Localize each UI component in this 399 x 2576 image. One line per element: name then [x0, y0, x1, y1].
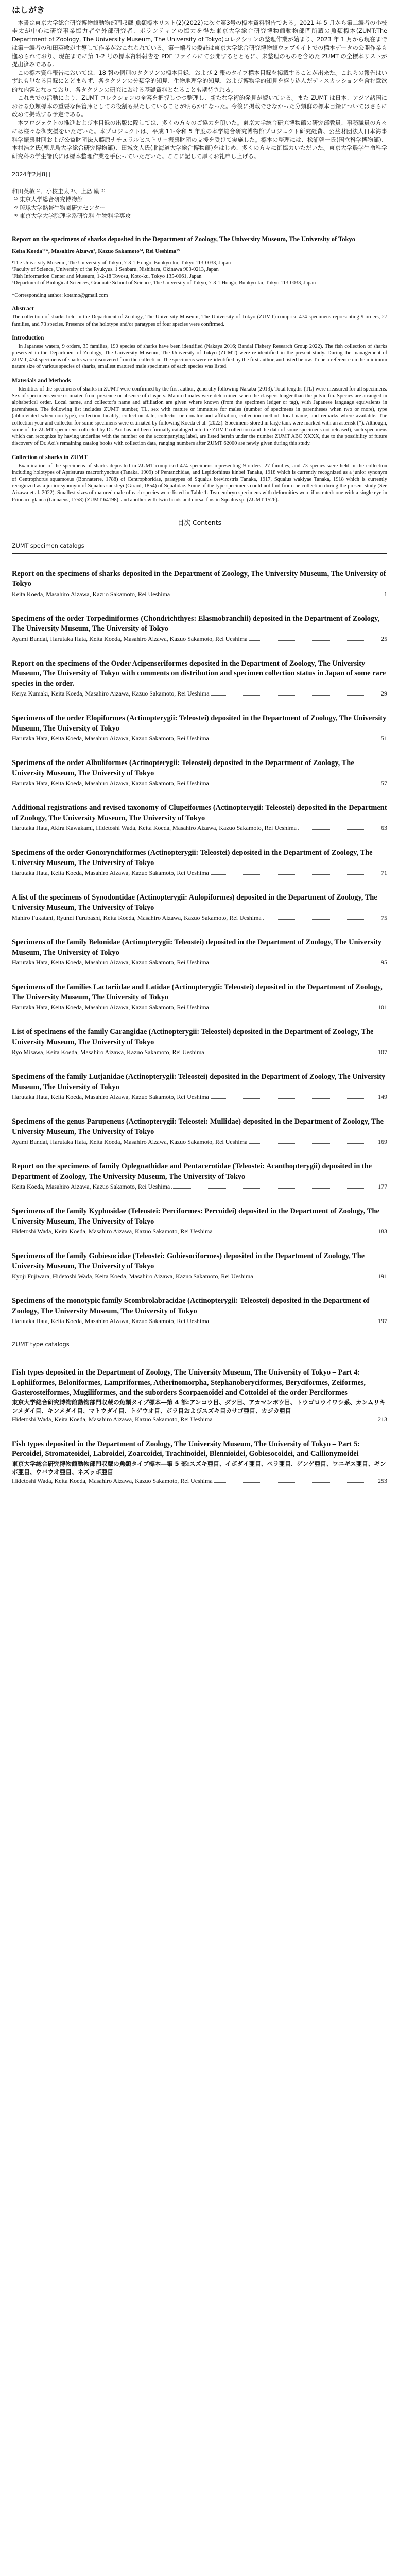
- toc-entry[interactable]: [12, 714, 387, 743]
- toc-entry-page: 177: [378, 1183, 387, 1191]
- toc-entry-title: Fish types deposited in the Department of Zoology, The University Museum, The University of Tokyo – Part 5: Percoidei, Stromateoidei, Labroidei, Zoarcoidei, Trachinoidei, Blennioidei, Gobiesocoidei, and Callionymoidei: [12, 1439, 360, 1459]
- dot-leader: [211, 1098, 376, 1099]
- toc-entry-authors: Keita Koeda, Masahiro Aizawa, Kazuo Sakamoto, Rei Ueshima: [12, 590, 170, 598]
- toc-entry-page: 63: [381, 824, 387, 832]
- toc-entry-authors: Harutaka Hata, Keita Koeda, Masahiro Aizawa, Kazuo Sakamoto, Rei Ueshima: [12, 779, 209, 787]
- toc-entry-title-jp: 東京大学総合研究博物館動物部門収蔵の魚類タイプ標本―第 5 部:スズキ亜目、イボダイ亜目、ベラ亜目、ゲンゲ亜目、ワニギス亜目、ギンポ亜目、ウバウオ亜目、ネズッポ亜目: [12, 1460, 386, 1476]
- toc-entry[interactable]: [12, 758, 387, 788]
- toc-entry-authors: Harutaka Hata, Keita Koeda, Masahiro Aizawa, Kazuo Sakamoto, Rei Ueshima: [12, 1093, 209, 1101]
- toc-entry-title: Additional registrations and revised taxonomy of Clupeiformes (Actinopterygii: Teleostei) deposited in the Department of Zoology, The University Museum, The University of Tokyo: [12, 804, 387, 822]
- toc-entry-title: Specimens of the genus Parupeneus (Actinopterygii: Teleostei: Mullidae) deposited in the Department of Zoology, The University Museum, The University of Tokyo: [12, 1117, 384, 1136]
- toc-entry-page: 25: [381, 635, 387, 642]
- toc-entry-page: 71: [381, 869, 387, 877]
- toc-entry-page: 191: [378, 1273, 387, 1280]
- toc-entry-authors-row: [12, 734, 387, 743]
- toc-entry-authors: Mahiro Fukatani, Ryunei Furubashi, Keita Koeda, Masahiro Aizawa, Kazuo Sakamoto, Rei Ueshima: [12, 914, 262, 922]
- toc-entry-authors-row: [12, 823, 387, 833]
- toc-entry-title-jp: 東京大学総合研究博物館動物部門収蔵の魚類タイプ標本―第 4 部:アンコウ目、ダツ目、アカマンボウ目、トウゴロウイワシ系、カンムリキンメダイ目、キンメダイ目、マトウダイ目、トゲウオ目、ボラ目およびスズキ目カサゴ亜目、カジカ亜目: [12, 1398, 386, 1414]
- section-heading: Abstract: [12, 306, 34, 312]
- section-heading: Materials and Methods: [12, 377, 71, 384]
- toc-entry-authors: Harutaka Hata, Keita Koeda, Masahiro Aizawa, Kazuo Sakamoto, Rei Ueshima: [12, 869, 209, 877]
- toc-entry-page: 213: [378, 1415, 387, 1423]
- toc-entry-authors-row: [12, 634, 387, 643]
- toc-entry-authors: Ayami Bandai, Harutaka Hata, Keita Koeda, Masahiro Aizawa, Kazuo Sakamoto, Rei Ueshima: [12, 635, 248, 642]
- dot-leader: [263, 919, 379, 920]
- report-title: Report on the specimens of sharks deposited in the Department of Zoology, The University Museum, The University of Tokyo: [12, 235, 355, 243]
- toc-entry-title: Fish types deposited in the Department of Zoology, The University Museum, The University of Tokyo – Part 4: Lophiiformes, Beloniformes, Lampriformes, Atherinomorpha, Stephanoberyciformes, Beryciformes, Zeiformes, Gasterosteiformes, Mugiliformes, and the suborders Scorpaenoidei and Cottoidei of the order Perciformes: [12, 1368, 366, 1397]
- preface-affiliation: ¹⁾ 東京大学総合研究博物館: [14, 196, 83, 204]
- toc-entry-authors-row: [12, 689, 387, 698]
- preface-affiliation: ³⁾ 東京大学大学院理学系研究科 生物科学専攻: [14, 213, 131, 220]
- preface-paragraph: 本書は東京大学総合研究博物館動物部門収蔵 魚類標本リスト(2)(2022)に次ぐ第3号の標本資料報告である。2021 年 5 月から第二編者の小枝圭太が中心に研究事業協力者や外部研究者、ボランティアの協力を得た東京大学総合研究博物館動物部門所蔵の魚類標本(ZUMT:The Department of Zoology, The University Museum, The University of Tokyo)コレクションの整理作業が始まり、2023 年 1 月から現在までは第一編者の和田英敏が主導して作業がおこなわれている。第一編者の委託は東京大学総合研究博物館ウェブサイトでの標本データの公開作業も進められており、現在までに第 1-2 号の標本資料報告を PDF ファイルにて公開するとともに、未整理のものを含めた ZUMT の全標本リストが提出済みである。: [12, 20, 387, 69]
- toc-entry-title: Specimens of the families Lactariidae and Latidae (Actinopterygii: Teleostei) deposited in the Department of Zoology, The University Museum, The University of Tokyo: [12, 983, 383, 1002]
- toc-entry[interactable]: [12, 938, 387, 967]
- toc-entry-title: Specimens of the order Gonorynchiformes (Actinopterygii: Teleostei) deposited in the Department of Zoology, The University Museum, The University of Tokyo: [12, 849, 373, 867]
- toc-entry-page: 1: [384, 590, 387, 598]
- preface-title: はしがき: [12, 5, 45, 15]
- toc-entry[interactable]: [12, 893, 387, 922]
- toc-entry[interactable]: [12, 569, 387, 599]
- preface-paragraph: 本プロジェクトの推進および本目録の出版に際しては、多くの方々のご協力を頂いた。東京大学総合研究博物館の研究部教員、事務職員の方々には様々な御支援をいただいた。本プロジェクトは、平成 11-令和 5 年度の本学総合研究博物館プロジェクト研究経費、公益財団法人日本海事科学振興財団および公益財団法人藤原ナチュラルヒストリー振興財団の支援を受けて実施した。標本の整理には、松浦啓一氏(国立科学博物館)、本村浩之氏(鹿児島大学総合研究博物館)、田城文人氏(北海道大学総合博物館)をはじめ、多くの方々に御協力いただいた。東京大学農学生命科学研究科の学生諸氏には標本整理作業を手伝っていただいた。ここに記して厚くお礼申し上げる。: [12, 120, 387, 160]
- toc-entry-page: 95: [381, 959, 387, 967]
- toc-entry-page: 107: [378, 1048, 387, 1056]
- toc-entry-authors-row: [12, 958, 387, 967]
- toc-entry-title: Specimens of the family Gobiesocidae (Teleostei: Gobiesociformes) deposited in the Department of Zoology, The University Museum, The University of Tokyo: [12, 1252, 365, 1270]
- toc-entry-authors-row: [12, 1316, 387, 1326]
- toc-entry-authors: Harutaka Hata, Keita Koeda, Masahiro Aizawa, Kazuo Sakamoto, Rei Ueshima: [12, 1004, 209, 1011]
- toc-entry[interactable]: [12, 1027, 387, 1057]
- section-paragraph: Examination of the specimens of sharks deposited in ZUMT comprised 474 specimens representing 9 orders, 27 families, and 73 species were held in the collection including holotypes of Apristurus macrorhynchus (Tanaka, 1909) of Pentanchidae, and Lepidorhinus kinbei Tanaka, 1918 which is currently recognized as a junior synonym of Centrophorus squamosus (Bonnaterre, 1788) of Centrophoridae, paratypes of Squalus brevirostris Tanaka, 1917, Squalus wakiyae Tanaka, 1918 which is currently recognized as a junior synonym of Squalus suckleyi (Girard, 1854) of Squalidae. Some of the type specimens could not find from the collection during the present study (See Aizawa et al. 2022). Smallest sizes of matured male of each species were listed in Table 1. Two embryo specimens with deformities were illustrated: one with a single eye in Prionace glauca (Linnaeus, 1758) (ZUMT 64198), and another with twin heads and dorsal fins in Squalus sp. (ZUMT 1526).: [12, 463, 387, 503]
- toc-section-label: ZUMT type catalogs: [12, 1341, 70, 1348]
- toc-entry-authors-row: [12, 1272, 387, 1281]
- toc-entry-authors: Harutaka Hata, Keita Koeda, Masahiro Aizawa, Kazuo Sakamoto, Rei Ueshima: [12, 959, 209, 967]
- preface-paragraph: この標本資料報告においては、18 報の個別のタクソンの標本目録、および 2 報のタイプ標本目録を掲載することが出来た。これらの報告はいずれも単なる目録にとどまらず、各タクソンの分類学的知見、生物地理学的知見、および博物学的知見を盛り込んだディスカッションを含む意欲的な内容となっており、各タクソンの研究における基礎資料となることも期待される。: [12, 70, 387, 93]
- section-heading: Introduction: [12, 334, 44, 341]
- toc-entry-authors: Hidetoshi Wada, Keita Koeda, Masahiro Aizawa, Kazuo Sakamoto, Rei Ueshima: [12, 1415, 213, 1423]
- toc-list: [12, 569, 387, 1326]
- toc-entry-title: Specimens of the monotypic family Scombrolabracidae (Actinopterygii: Teleostei) deposited in the Department of Zoology, The University Museum, The University of Tokyo: [12, 1297, 370, 1315]
- section-paragraph: Identities of the specimens of sharks in ZUMT were confirmed by the first author, generally following Nakaba (2013). Total lengths (TL) were measured for all specimens. Sex of specimens were estimated from presence or absence of claspers. Matured males were determined when the claspers longer than the pelvic fin. Species are arranged in alphabetical order. Local name, and collector's name and affiliation are given where known (from the specimen ledger or tag), with Japanese language equivalents in parentheses. The following list includes ZUMT number, TL, sex with mature or immature for males (number of specimens in parentheses when two or more), type (abbreviated when non-type), collection locality, collection date, collector or donator and affiliation, collection method, local name, and remarks where available. The collection year and collector for some specimens were estimated by following Koeda et al. (2022). Specimens stored in large tank were marked with an asterisk (*). Although, some of the ZUMT specimens collected by Dr. Aoi has not been formally cataloged into the ZUMT collection (and the data of some specimens not released), such specimens which can recognize by having underline with the number on the accompanying label, are listed herein under the number ZUMT ABC XXXX, due to the possibility of future discovery of Dr. Aoi's remaining catalog books with collection data, ranging numbers after ZUMT 62000 are newly given during this study.: [12, 386, 387, 447]
- toc-entry-title: Specimens of the order Torpediniformes (Chondrichthyes: Elasmobranchii) deposited in the Department of Zoology, The University Museum, The University of Tokyo: [12, 614, 380, 633]
- report-body: [12, 306, 387, 503]
- dot-leader: [171, 1188, 376, 1189]
- toc-entry-page: 57: [381, 779, 387, 787]
- toc-entry[interactable]: [12, 848, 387, 877]
- toc-entry-authors: Ryo Misawa, Keita Koeda, Masahiro Aizawa, Kazuo Sakamoto, Rei Ueshima: [12, 1048, 204, 1056]
- toc-entry-title: Specimens of the family Lutjanidae (Actinopterygii: Teleostei) deposited in the Department of Zoology, The University Museum, The University of Tokyo: [12, 1073, 386, 1091]
- section-paragraph: The collection of sharks held in the Department of Zoology, The University Museum, The University of Tokyo (ZUMT) comprise 474 specimens representing 9 orders, 27 families, and 73 species. Presence of the holotype and/or paratypes of four species were confirmed.: [12, 314, 387, 327]
- section-heading: Collection of sharks in ZUMT: [12, 454, 88, 461]
- toc-entry-authors-row: [12, 1047, 387, 1057]
- preface-date: 2024年2月8日: [12, 171, 51, 178]
- corresponding-author: *Corresponding author: kotamo@gmail.com: [12, 293, 108, 299]
- report-affiliation: ⁴Department of Biological Sciences, Graduate School of Science, The University of Tokyo, 7-3-1 Hongo, Bunkyo-ku, Tokyo 113-0033, Japan: [12, 280, 316, 286]
- dot-leader: [249, 640, 379, 641]
- toc-entry-authors-row: [12, 868, 387, 877]
- toc-entry-page: 253: [378, 1477, 387, 1484]
- toc-entry[interactable]: [12, 803, 387, 833]
- toc-entry-authors: Harutaka Hata, Keita Koeda, Masahiro Aizawa, Kazuo Sakamoto, Rei Ueshima: [12, 1317, 209, 1325]
- toc-entry-authors-row: [12, 778, 387, 788]
- toc-entry[interactable]: [12, 1207, 387, 1236]
- toc-entry-page: 169: [378, 1138, 387, 1146]
- toc-entry-page: 51: [381, 735, 387, 742]
- dot-leader: [214, 1482, 376, 1483]
- toc-entry-authors: Harutaka Hata, Keita Koeda, Masahiro Aizawa, Kazuo Sakamoto, Rei Ueshima: [12, 735, 209, 742]
- toc-entry-title: Specimens of the family Belonidae (Actinopterygii: Teleostei) deposited in the Department of Zoology, The University Museum, The University of Tokyo: [12, 938, 382, 957]
- toc-entry-title: Report on the specimens of the Order Acipenseriformes deposited in the Department of Zoology, The University Museum, The University of Tokyo with comments on distribution and specimen collection status in Japan of some rare species in the order.: [12, 659, 386, 688]
- toc-entry-authors: Ayami Bandai, Harutaka Hata, Keita Koeda, Masahiro Aizawa, Kazuo Sakamoto, Rei Ueshima: [12, 1138, 248, 1146]
- toc-entry-page: 149: [378, 1093, 387, 1101]
- toc-entry-title: Specimens of the order Elopiformes (Actinopterygii: Teleostei) deposited in the Department of Zoology, The University Museum, The University of Tokyo: [12, 714, 387, 733]
- preface-body: [12, 19, 387, 161]
- divider: [12, 553, 387, 554]
- toc-entry-authors-row: [12, 1003, 387, 1012]
- toc-entry-title: A list of the specimens of Synodontidae (Actinopterygii: Aulopiformes) deposited in the Department of Zoology, The University Museum, The University of Tokyo: [12, 893, 377, 912]
- preface-paragraph: これまでの活動により、ZUMT コレクションの全容を把握しつつ整理し、新たな学術的発見が続いている。また ZUMT は日本、アジア諸国における魚類標本の重要な保管庫としての役割も果たしていることが明らかになった。今後に掲載できなかった分類群の標本目録についてはさらに改めて掲載する予定である。: [12, 94, 387, 118]
- toc-entry-authors-row: [12, 1137, 387, 1146]
- report-affiliation: ²Faculty of Science, University of the Ryukyus, 1 Senbaru, Nishihara, Okinawa 903-0213, Japan: [12, 267, 219, 273]
- toc-entry[interactable]: [12, 1117, 387, 1146]
- toc-entry-authors-row: [12, 1182, 387, 1191]
- toc-entry-authors-row: [12, 1092, 387, 1101]
- toc-entry-authors: Harutaka Hata, Akira Kawakami, Hidetoshi Wada, Keita Koeda, Masahiro Aizawa, Kazuo Sakamoto, Rei Ueshima: [12, 824, 297, 832]
- toc-entry-title: Specimens of the family Kyphosidae (Teleostei: Perciformes: Percoidei) deposited in the Department of Zoology, The University Museum, The University of Tokyo: [12, 1207, 379, 1226]
- report-affiliations: [12, 260, 387, 286]
- toc-entry[interactable]: [12, 982, 387, 1012]
- report-authors: Keita Koeda¹²*, Masahiro Aizawa³, Kazuo Sakamoto³⁴, Rei Ueshima¹⁵: [12, 248, 180, 255]
- toc-entry-page: 29: [381, 690, 387, 698]
- section-paragraph: In Japanese waters, 9 orders, 35 families, 190 species of sharks have been identified (Nakaya 2016; Bandai Fishery Research Group 2022). The fish collection of sharks preserved in the Department of Zoology, The University Museum, The University of Tokyo (ZUMT) were re-identified in the present study. During the management of ZUMT, 474 specimens of sharks were discovered from the collection. The specimens were re-identified by the first author, and listed below. To be a reference on the minimum nature size of various species of sharks, smallest matured male specimens of each species was listed.: [12, 343, 387, 370]
- dot-leader: [211, 874, 379, 875]
- toc-entry[interactable]: [12, 1296, 387, 1326]
- toc-entry-page: 183: [378, 1228, 387, 1235]
- toc-entry-title: Specimens of the order Albuliformes (Actinopterygii: Teleostei) deposited in the Department of Zoology, The University Museum, The University of Tokyo: [12, 759, 354, 777]
- toc-heading: 目次 Contents: [177, 518, 222, 527]
- preface-affiliation: ²⁾ 琉球大学熱帯生物圏研究センター: [14, 205, 106, 212]
- toc-entry-title: Report on the specimens of sharks deposited in the Department of Zoology, The University Museum, The University of Tokyo: [12, 569, 386, 588]
- toc-entry-authors: Keiya Kumaki, Keita Koeda, Masahiro Aizawa, Kazuo Sakamoto, Rei Ueshima: [12, 690, 210, 698]
- toc-entry-page: 197: [378, 1317, 387, 1325]
- toc-entry-title: List of specimens of the family Carangidae (Actinopterygii: Teleostei) deposited in the Department of Zoology, The University Museum, The University of Tokyo: [12, 1028, 374, 1046]
- toc-entry-authors-row: [12, 1476, 387, 1485]
- toc-entry[interactable]: [12, 659, 387, 699]
- toc-entry-page: 75: [381, 914, 387, 922]
- toc-entry[interactable]: [12, 1072, 387, 1101]
- report-affiliation: ³Fish Information Center and Museum, 1-2-18 Toyosu, Koto-ku, Tokyo 135-0061, Japan: [12, 274, 202, 280]
- toc-entry-authors: Keita Koeda, Masahiro Aizawa, Kazuo Sakamoto, Rei Ueshima: [12, 1183, 170, 1191]
- dot-leader: [211, 695, 379, 696]
- toc-type-list: [12, 1368, 387, 1485]
- toc-entry[interactable]: [12, 1251, 387, 1281]
- toc-entry-authors-row: [12, 1415, 387, 1424]
- toc-entry[interactable]: [12, 1162, 387, 1191]
- preface-editors: 和田英敏 ¹⁾、小枝圭太 ²⁾、上島 励 ³⁾: [12, 188, 106, 195]
- toc-entry-page: 101: [378, 1004, 387, 1011]
- toc-entry-title: Report on the specimens of family Oplegnathidae and Pentacerotidae (Teleostei: Acanthopterygii) deposited in the Department of Zoology, The University Museum, The University of Tokyo: [12, 1162, 372, 1181]
- toc-entry-authors: Hidetoshi Wada, Keita Koeda, Masahiro Aizawa, Kazuo Sakamoto, Rei Ueshima: [12, 1228, 213, 1235]
- toc-entry-authors-row: [12, 589, 387, 599]
- toc-entry-authors: Kyoji Fujiwara, Hidetoshi Wada, Keita Koeda, Masahiro Aizawa, Kazuo Sakamoto, Rei Ueshima: [12, 1273, 253, 1280]
- report-affiliation: ¹The University Museum, The University of Tokyo, 7-3-1 Hongo, Bunkyo-ku, Tokyo 113-0033, Japan: [12, 260, 231, 266]
- toc-entry[interactable]: [12, 1368, 387, 1424]
- toc-entry[interactable]: [12, 614, 387, 643]
- toc-section-label: ZUMT specimen catalogs: [12, 542, 84, 549]
- dot-leader: [298, 829, 379, 830]
- toc-entry[interactable]: [12, 1439, 387, 1485]
- toc-entry-authors-row: [12, 913, 387, 922]
- dot-leader: [249, 1143, 376, 1144]
- toc-entry-authors: Hidetoshi Wada, Keita Koeda, Masahiro Aizawa, Kazuo Sakamoto, Rei Ueshima: [12, 1477, 213, 1484]
- toc-entry-authors-row: [12, 1227, 387, 1236]
